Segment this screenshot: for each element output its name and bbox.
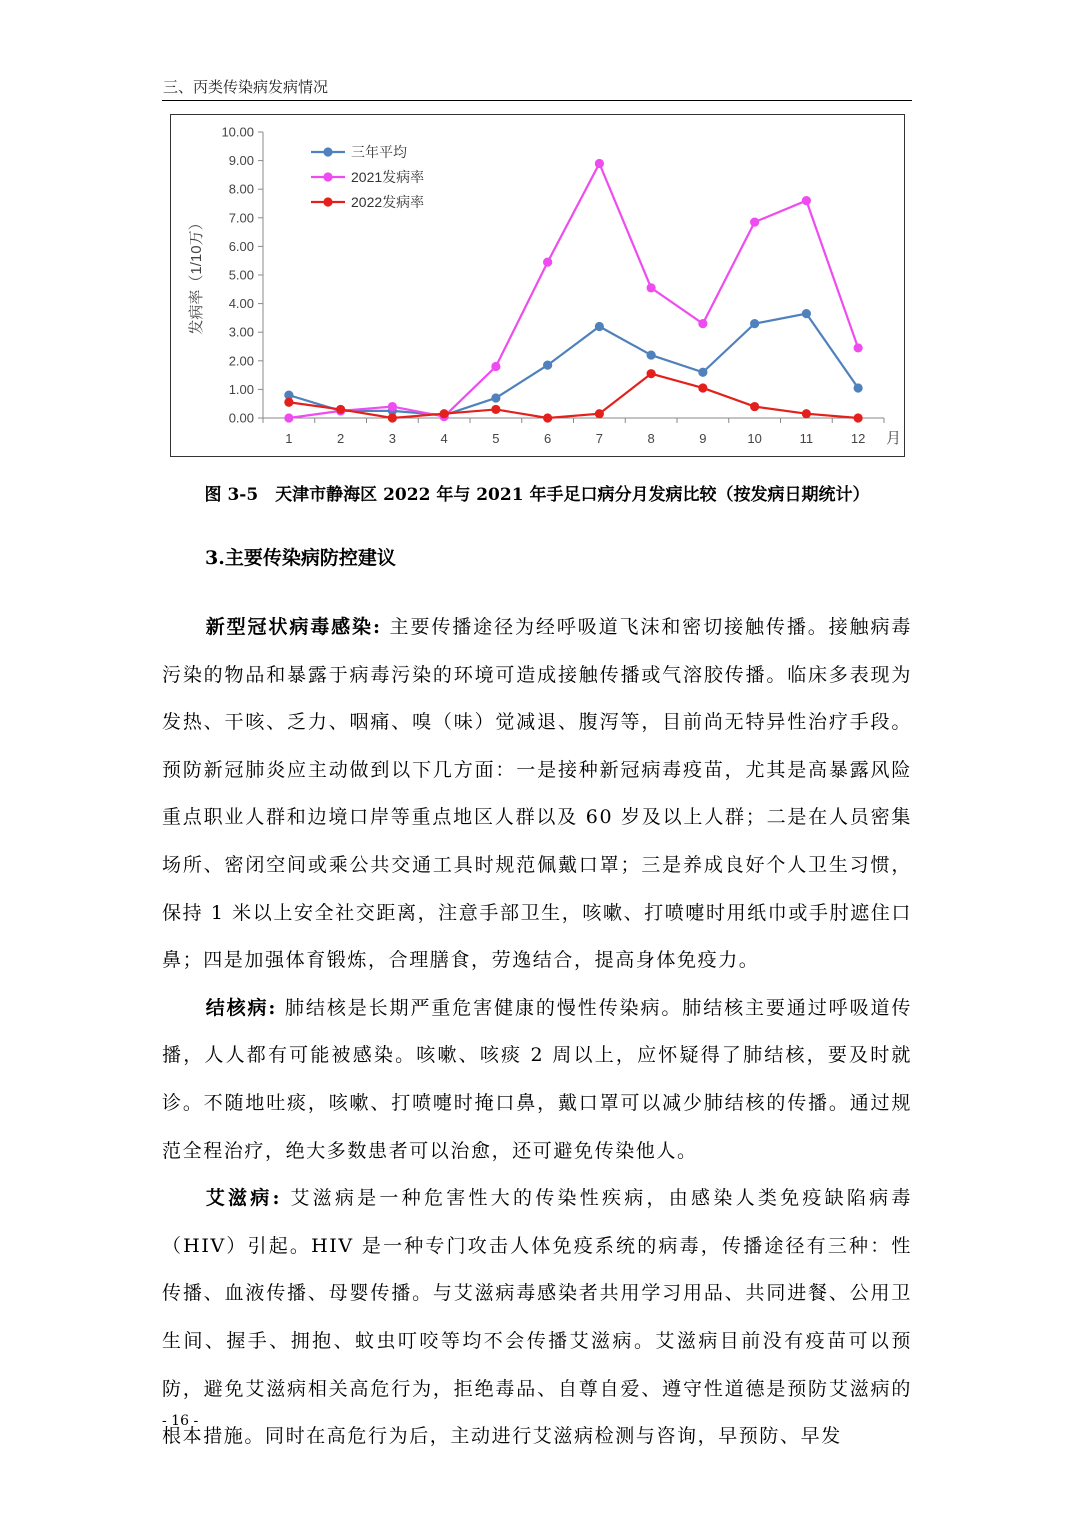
- y-tick-label: 0.00: [228, 410, 254, 426]
- data-point: [750, 319, 759, 328]
- data-point: [750, 402, 759, 411]
- y-tick-label: 1.00: [228, 381, 254, 397]
- data-point: [802, 196, 811, 205]
- data-point: [388, 402, 397, 411]
- x-tick-label: 1: [285, 431, 293, 446]
- y-tick-label: 4.00: [228, 296, 254, 312]
- data-point: [854, 413, 863, 422]
- data-point: [698, 319, 707, 328]
- data-point: [750, 217, 759, 226]
- x-tick-label: 10: [747, 431, 762, 446]
- y-tick-label: 8.00: [228, 181, 254, 197]
- figure-caption: 图 3-5 天津市静海区 2022 年与 2021 年手足口病分月发病比较（按发病日期统计）: [204, 485, 870, 505]
- x-tick-label: 8: [647, 431, 655, 446]
- paragraph-lead: 结核病:: [205, 996, 278, 1019]
- x-tick-label: 7: [595, 431, 603, 446]
- data-point: [491, 393, 500, 402]
- data-point: [336, 405, 345, 414]
- running-header-title: 三、丙类传染病发病情况: [163, 78, 329, 96]
- x-tick-label: 3: [388, 431, 396, 446]
- paragraph-text: 肺结核是长期严重危害健康的慢性传染病。肺结核主要通过呼吸道传播，人人都有可能被感染。咳嗽、咳痰 2 周以上，应怀疑得了肺结核，要及时就诊。不随地吐痰，咳嗽、打喷嚏时掩口鼻，戴口罩可以减少肺结核的传播。通过规范全程治疗，绝大多数患者可以治愈，还可避免传染他人。: [162, 996, 912, 1162]
- data-point: [854, 383, 863, 392]
- paragraph-covid: [162, 604, 912, 985]
- x-tick-label: 11: [799, 431, 814, 446]
- data-point: [491, 362, 500, 371]
- x-tick-label: 12: [850, 431, 866, 446]
- data-point: [854, 343, 863, 352]
- data-point: [543, 258, 552, 267]
- legend-label: 三年平均: [351, 144, 407, 160]
- paragraph-aids: [162, 1175, 912, 1461]
- legend-marker: [323, 172, 332, 181]
- data-point: [647, 350, 656, 359]
- chart-frame: [170, 114, 905, 457]
- data-point: [595, 409, 604, 418]
- data-point: [595, 322, 604, 331]
- legend-marker: [323, 147, 332, 156]
- section-heading: 3.主要传染病防控建议: [205, 547, 396, 569]
- y-tick-label: 10.00: [221, 124, 254, 140]
- y-tick-label: 9.00: [228, 153, 254, 169]
- x-tick-label: 9: [699, 431, 707, 446]
- legend-label: 2022发病率: [351, 194, 425, 210]
- y-tick-label: 7.00: [228, 210, 254, 226]
- data-point: [543, 413, 552, 422]
- data-point: [440, 409, 449, 418]
- paragraph-lead: 艾滋病:: [205, 1187, 282, 1210]
- data-point: [284, 398, 293, 407]
- x-tick-label: 6: [544, 431, 552, 446]
- paragraph-lead: 新型冠状病毒感染:: [205, 616, 382, 638]
- paragraph-tuberculosis: [162, 985, 912, 1175]
- x-tick-label: 5: [492, 431, 500, 446]
- y-tick-label: 3.00: [228, 324, 254, 340]
- series-line-1: [289, 314, 858, 416]
- data-point: [595, 159, 604, 168]
- data-point: [388, 413, 397, 422]
- data-point: [647, 283, 656, 292]
- paragraph-text: 主要传播途径为经呼吸道飞沫和密切接触传播。接触病毒污染的物品和暴露于病毒污染的环境可造成接触传播或气溶胶传播。临床多表现为发热、干咳、乏力、咽痛、嗅（味）觉减退、腹泻等，目前尚无特异性治疗手段。预防新冠肺炎应主动做到以下几方面：一是接种新冠病毒疫苗，尤其是高暴露风险重点职业人群和边境口岸等重点地区人群以及 60 岁及以上人群；二是在人员密集场所、密闭空间或乘公共交通工具时规范佩戴口罩；三是养成良好个人卫生习惯，保持 1 米以上安全社交距离，注意手部卫生，咳嗽、打喷嚏时用纸巾或手肘遮住口鼻；四是加强体育锻炼，合理膳食，劳逸结合，提高身体免疫力。: [162, 616, 912, 972]
- data-point: [802, 309, 811, 318]
- data-point: [698, 368, 707, 377]
- page-number: - 16 -: [162, 1413, 199, 1429]
- data-point: [543, 360, 552, 369]
- x-axis-unit: 月: [886, 430, 902, 447]
- data-point: [647, 369, 656, 378]
- x-tick-label: 4: [440, 431, 448, 446]
- data-point: [698, 383, 707, 392]
- legend-marker: [323, 197, 332, 206]
- legend-label: 2021发病率: [351, 169, 425, 185]
- data-point: [802, 409, 811, 418]
- monthly-incidence-line-chart: [171, 115, 904, 456]
- body-text: [162, 604, 912, 1461]
- x-tick-label: 2: [337, 431, 345, 446]
- data-point: [491, 405, 500, 414]
- y-tick-label: 6.00: [228, 238, 254, 254]
- data-point: [284, 413, 293, 422]
- y-axis-title: 发病率（1/10万）: [188, 215, 205, 335]
- paragraph-text: 艾滋病是一种危害性大的传染性疾病，由感染人类免疫缺陷病毒（HIV）引起。HIV 是一种专门攻击人体免疫系统的病毒，传播途径有三种：性传播、血液传播、母婴传播。与艾滋病毒感染者共用学习用品、共同进餐、公用卫生间、握手、拥抱、蚊虫叮咬等均不会传播艾滋病。艾滋病目前没有疫苗可以预防，避免艾滋病相关高危行为，拒绝毒品、自尊自爱、遵守性道德是预防艾滋病的根本措施。同时在高危行为后，主动进行艾滋病检测与咨询，早预防、早发: [162, 1187, 912, 1448]
- y-tick-label: 5.00: [228, 267, 254, 283]
- header-rule: [162, 100, 912, 101]
- y-tick-label: 2.00: [228, 353, 254, 369]
